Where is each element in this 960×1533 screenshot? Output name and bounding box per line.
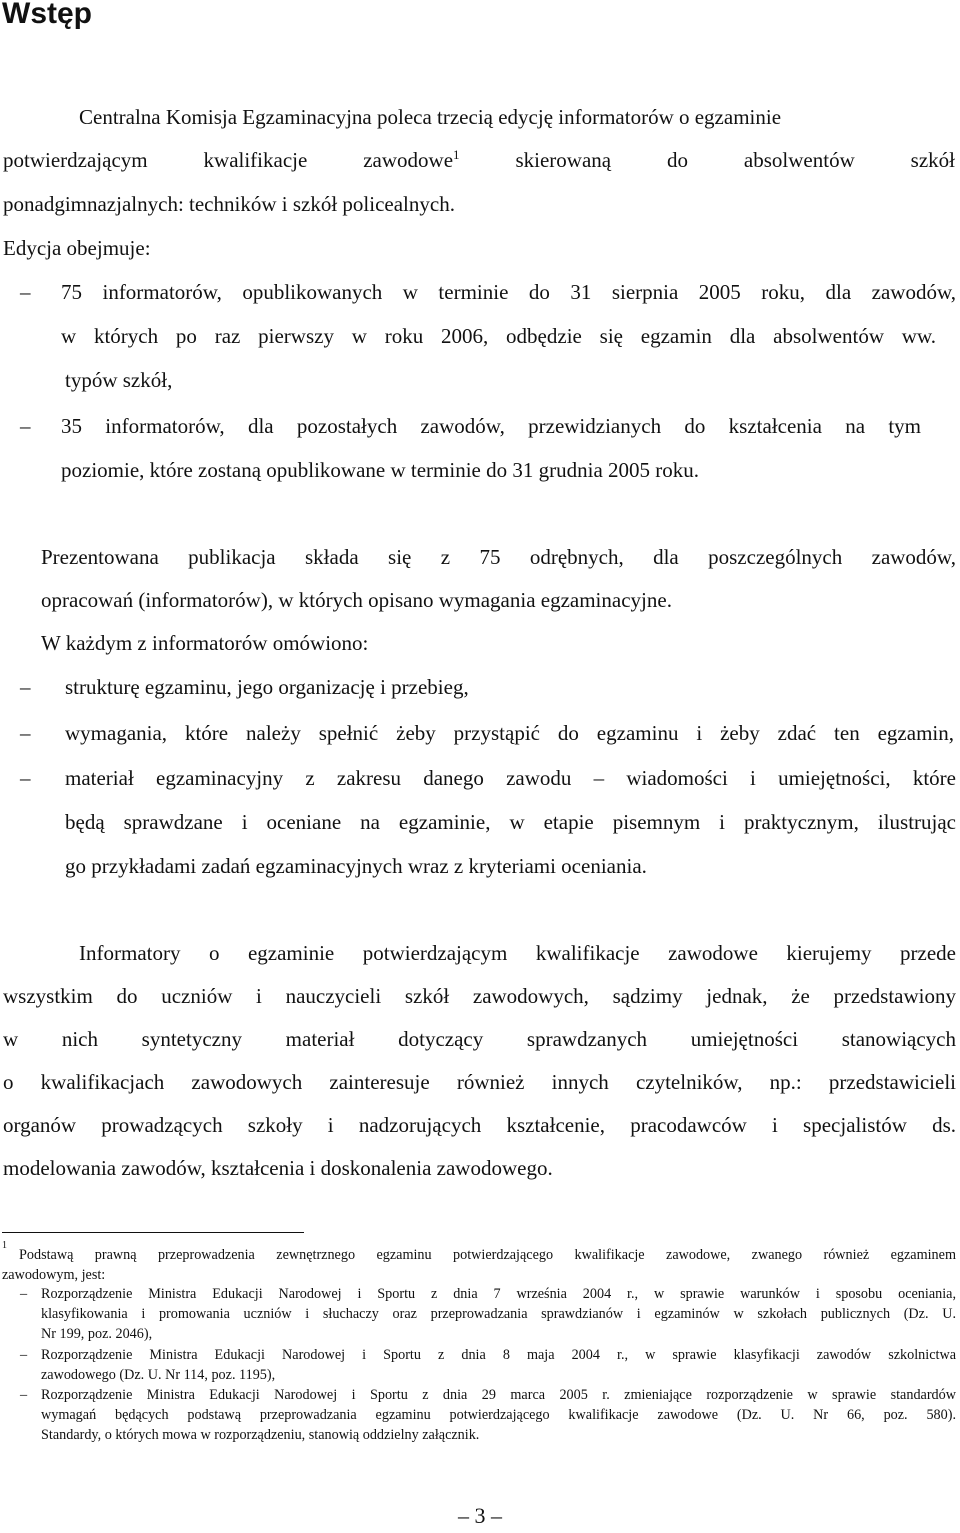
footnote-reference[interactable]: 1 — [453, 147, 460, 162]
page-title: Wstęp — [2, 0, 92, 30]
footnote-line: Podstawą prawną przeprowadzenia zewnętrznego egzaminu potwierdzającego kwalifikacje zawodowe, zwanego również egzaminem — [19, 1247, 956, 1263]
footnote-line: Rozporządzenie Ministra Edukacji Narodowej i Sportu z dnia 29 marca 2005 r. zmieniające rozporządzenie w sprawie standardów — [41, 1387, 956, 1403]
footnote-divider — [2, 1232, 304, 1233]
list-dash: – — [20, 1387, 28, 1403]
closing-line: wszystkim do uczniów i nauczycieli szkół zawodowych, sądzimy jednak, że przedstawiony — [3, 984, 956, 1008]
list-item-line: 35 informatorów, dla pozostałych zawodów, przewidzianych do kształcenia na tym — [61, 414, 921, 438]
footnote-line: Nr 199, poz. 2046), — [41, 1326, 153, 1342]
discussed-label: W każdym z informatorów omówiono: — [41, 631, 369, 655]
list-dash: – — [20, 721, 31, 745]
list-item-line: strukturę egzaminu, jego organizację i przebieg, — [65, 675, 469, 699]
list-item-line: 75 informatorów, opublikowanych w terminie do 31 sierpnia 2005 roku, dla zawodów, — [61, 280, 956, 304]
list-item-line: poziomie, które zostaną opublikowane w terminie do 31 grudnia 2005 roku. — [61, 458, 700, 482]
closing-line: modelowania zawodów, kształcenia i doskonalenia zawodowego. — [3, 1156, 553, 1180]
intro-line-1: Centralna Komisja Egzaminacyjna poleca trzecią edycję informatorów o egzaminie — [79, 105, 782, 129]
publication-line-1: Prezentowana publikacja składa się z 75 odrębnych, dla poszczególnych zawodów, — [41, 545, 956, 569]
list-item-line: materiał egzaminacyjny z zakresu danego zawodu – wiadomości i umiejętności, które — [65, 766, 956, 790]
list-dash: – — [20, 414, 31, 438]
intro-line-2-a: potwierdzającym kwalifikacje zawodowe — [3, 148, 454, 172]
list-item-line: wymagania, które należy spełnić żeby przystąpić do egzaminu i żeby zdać ten egzamin, — [65, 721, 954, 745]
intro-line-2-b: skierowaną do absolwentów szkół — [459, 148, 955, 172]
closing-line: o kwalifikacjach zawodowych zainteresuje również innych czytelników, np.: przedstawicieli — [3, 1070, 956, 1094]
closing-line: Informatory o egzaminie potwierdzającym kwalifikacje zawodowe kierujemy przede — [79, 941, 956, 965]
footnote-line: zawodowym, jest: — [2, 1267, 106, 1283]
list-item-line: go przykładami zadań egzaminacyjnych wraz z kryteriami oceniania. — [65, 854, 647, 878]
footnote-number: 1 — [2, 1240, 7, 1251]
intro-line-2 — [3, 139, 955, 183]
publication-line-2: opracowań (informatorów), w których opisano wymagania egzaminacyjne. — [41, 588, 672, 612]
footnote-line: Rozporządzenie Ministra Edukacji Narodowej i Sportu z dnia 7 września 2004 r., w sprawie warunków i sposobu oceniania, — [41, 1286, 956, 1302]
list-dash: – — [20, 280, 31, 304]
closing-line: w nich syntetyczny materiał dotyczący sprawdzanych umiejętności stanowiących — [3, 1027, 956, 1051]
list-dash: – — [20, 1347, 28, 1363]
footnote-line: wymagań będących podstawą przeprowadzania egzaminu potwierdzającego kwalifikacje zawodowe (Dz. U. Nr 66, poz. 580). — [41, 1407, 956, 1423]
edition-label: Edycja obejmuje: — [3, 236, 151, 260]
list-item-line: w których po raz pierwszy w roku 2006, odbędzie się egzamin dla absolwentów ww. — [61, 324, 936, 348]
page-number: – 3 – — [458, 1503, 502, 1528]
closing-line: organów prowadzących szkoły i nadzorujących kształcenie, pracodawców i specjalistów ds. — [3, 1113, 956, 1137]
footnote-line: zawodowego (Dz. U. Nr 114, poz. 1195), — [41, 1367, 276, 1383]
list-dash: – — [20, 1286, 28, 1302]
footnote-line: Rozporządzenie Ministra Edukacji Narodowej i Sportu z dnia 8 maja 2004 r., w sprawie klasyfikacji zawodów szkolnictwa — [41, 1347, 956, 1363]
footnote-line: Standardy, o których mowa w rozporządzeniu, stanowią oddzielny załącznik. — [41, 1427, 480, 1443]
intro-line-3: ponadgimnazjalnych: techników i szkół policealnych. — [3, 192, 455, 216]
list-item-line: będą sprawdzane i oceniane na egzaminie, w etapie pisemnym i praktycznym, ilustrując — [65, 810, 956, 834]
list-dash: – — [20, 675, 31, 699]
list-item-line: typów szkół, — [65, 368, 173, 392]
footnote-line: klasyfikowania i promowania uczniów i słuchaczy oraz przeprowadzania sprawdzianów i egzaminów w szkołach publicznych (Dz. U. — [41, 1306, 956, 1322]
list-dash: – — [20, 766, 31, 790]
